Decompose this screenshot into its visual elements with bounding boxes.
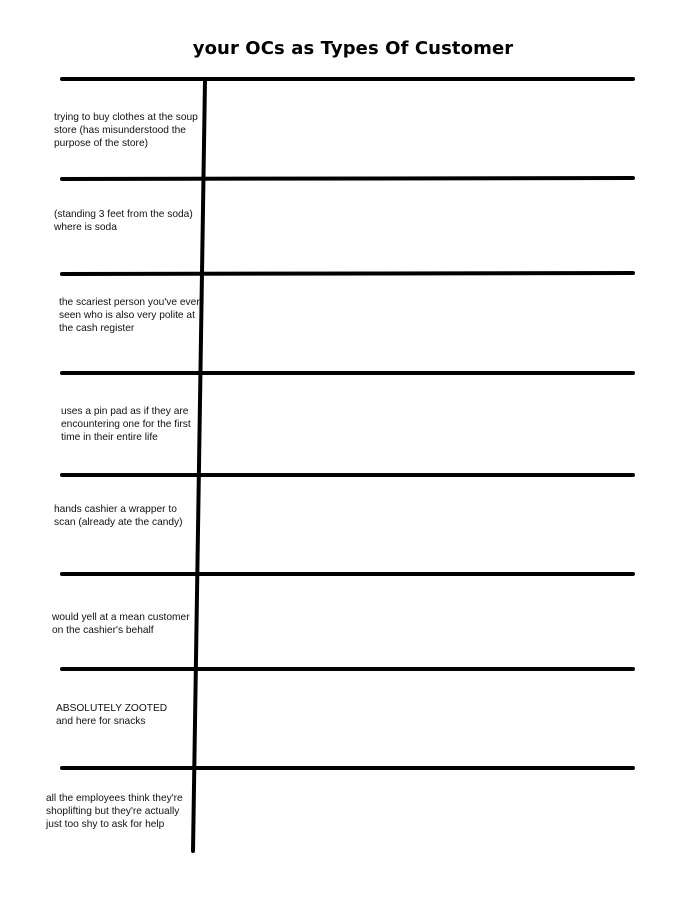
row-label-4: uses a pin pad as if they are encountering one for the first time in their entire life	[61, 406, 191, 443]
row-label-5: hands cashier a wrapper to scan (already ate the candy)	[54, 504, 183, 528]
row-label-1: trying to buy clothes at the soup store (has misunderstood the purpose of the store)	[54, 112, 198, 149]
row-divider	[62, 273, 633, 274]
row-label-7: ABSOLUTELY ZOOTED and here for snacks	[56, 703, 168, 727]
column-divider	[193, 80, 205, 851]
row-label-3: the scariest person you've ever seen who is also very polite at the cash register	[59, 297, 200, 334]
row-label-6: would yell at a mean customer on the cashier's behalf	[52, 612, 190, 636]
chart-title: your OCs as Types Of Customer	[192, 38, 514, 59]
row-label-8: all the employees think they're shoplifting but they're actually just too shy to ask for help	[46, 793, 183, 830]
row-label-2: (standing 3 feet from the soda) where is soda	[54, 209, 193, 233]
row-divider	[62, 178, 633, 179]
